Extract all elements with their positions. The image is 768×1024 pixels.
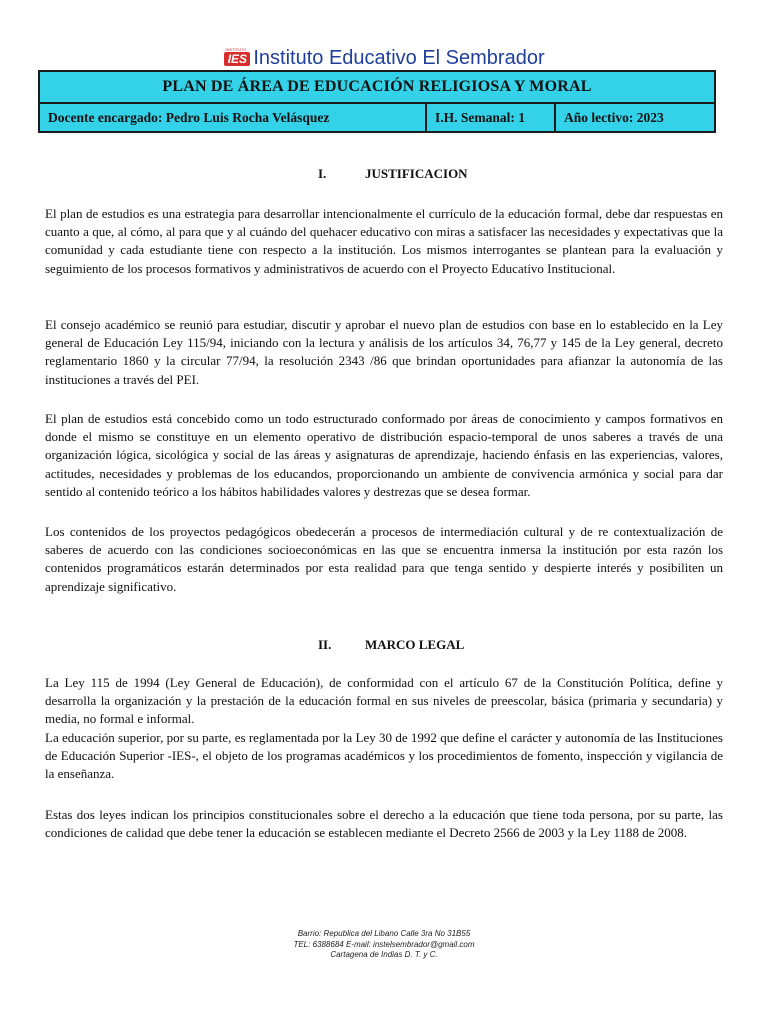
paragraph: El plan de estudios es una estrategia para desarrollar intencionalmente el currículo de la educación formal, debe dar respuestas en cuanto a que, al cómo, al para que y al cuándo del quehacer educativo con miras a satisfacer las necesidades y expectativas que la comunidad y cada estudiante tiene con respecto a la institución. Los mismos interrogantes se plantean para la evaluación y seguimiento de los procesos formativos y administrativos de acuerdo con el Proyecto Educativo Institucional. (45, 206, 723, 276)
school-year-cell: Año lectivo: 2023 (564, 110, 664, 125)
institution-name: Instituto Educativo El Sembrador (253, 47, 545, 69)
section-title: JUSTIFICACION (365, 166, 468, 181)
paragraph: El consejo académico se reunió para estudiar, discutir y aprobar el nuevo plan de estudios con base en lo establecido en la Ley general de Educación Ley 115/94, iniciando con la lectura y análisis de los artículos 34, 76,77 y 145 de la Ley general, decreto reglamentario 1860 y la circular 77/94, la resolución 2343 /86 que brindan oportunidades para afianzar la autonomía de las instituciones a través del PEI. (45, 317, 723, 387)
footer-city: Cartagena de Indias D. T. y C. (330, 950, 438, 959)
plan-info-row (40, 104, 714, 131)
weekly-hours-cell: I.H. Semanal: 1 (427, 104, 556, 131)
logo-mark: IES (224, 52, 250, 66)
plan-title-table (38, 70, 716, 133)
page-footer (0, 929, 768, 961)
paragraph: La Ley 115 de 1994 (Ley General de Educación), de conformidad con el artículo 67 de la Constitución Política, define y desarrolla la organización y la prestación de la educación formal en sus niveles de preescolar, básica (primaria y secundaria) y media, no formal e informal. (45, 675, 723, 727)
footer-address: Barrio: Republica del Libano Calle 3ra No 31B55 (297, 929, 471, 938)
page-header (0, 46, 768, 70)
paragraph: El plan de estudios está concebido como un todo estructurado conformado por áreas de conocimiento y campos formativos en donde el mismo se constituye en un elemento operativo de distribución espacio-temporal de unos saberes a través de una organización lógica, sicológica y social de las áreas y asignaturas de aprendizaje, haciendo énfasis en las experiencias, valores, actitudes, necesidades y problemas de los educandos, proporcionando un ambiente de convivencia armónica y social para dar sentido al contenido teórico a los hábitos habilidades valores y destrezas que se desea formar. (45, 411, 723, 499)
footer-contact: TEL: 6388684 E-mail: instelsembrador@gmail.com (293, 939, 475, 949)
school-logo (223, 47, 251, 67)
plan-title: PLAN DE ÁREA DE EDUCACIÓN RELIGIOSA Y MORAL (40, 72, 714, 104)
paragraph: Estas dos leyes indican los principios constitucionales sobre el derecho a la educación que tiene toda persona, por su parte, las condiciones de calidad que debe tener la educación se establecen mediante el Decreto 2566 de 2003 y la Ley 1188 de 2008. (45, 807, 723, 841)
paragraph: Los contenidos de los proyectos pedagógicos obedecerán a procesos de intermediación cultural y de re contextualización de saberes de acuerdo con las condiciones socioeconómicas en las que se encuentra inmersa la institución por esta razón los contenidos programáticos estarán determinados por esta realidad para que tenga sentido y despierte interés y posibiliten un aprendizaje significativo. (45, 524, 723, 594)
logo-top-text: INSTITUTO (225, 47, 247, 52)
paragraph: La educación superior, por su parte, es reglamentada por la Ley 30 de 1992 que define el carácter y autonomía de las Instituciones de Educación Superior -IES-, el objeto de los programas académicos y los procedimientos de fomento, inspección y vigilancia de la enseñanza. (45, 730, 723, 782)
teacher-cell: Docente encargado: Pedro Luis Rocha Velásquez (40, 104, 427, 131)
section-title: MARCO LEGAL (365, 637, 465, 652)
section-number: II. (318, 637, 332, 652)
section-number: I. (318, 166, 327, 181)
